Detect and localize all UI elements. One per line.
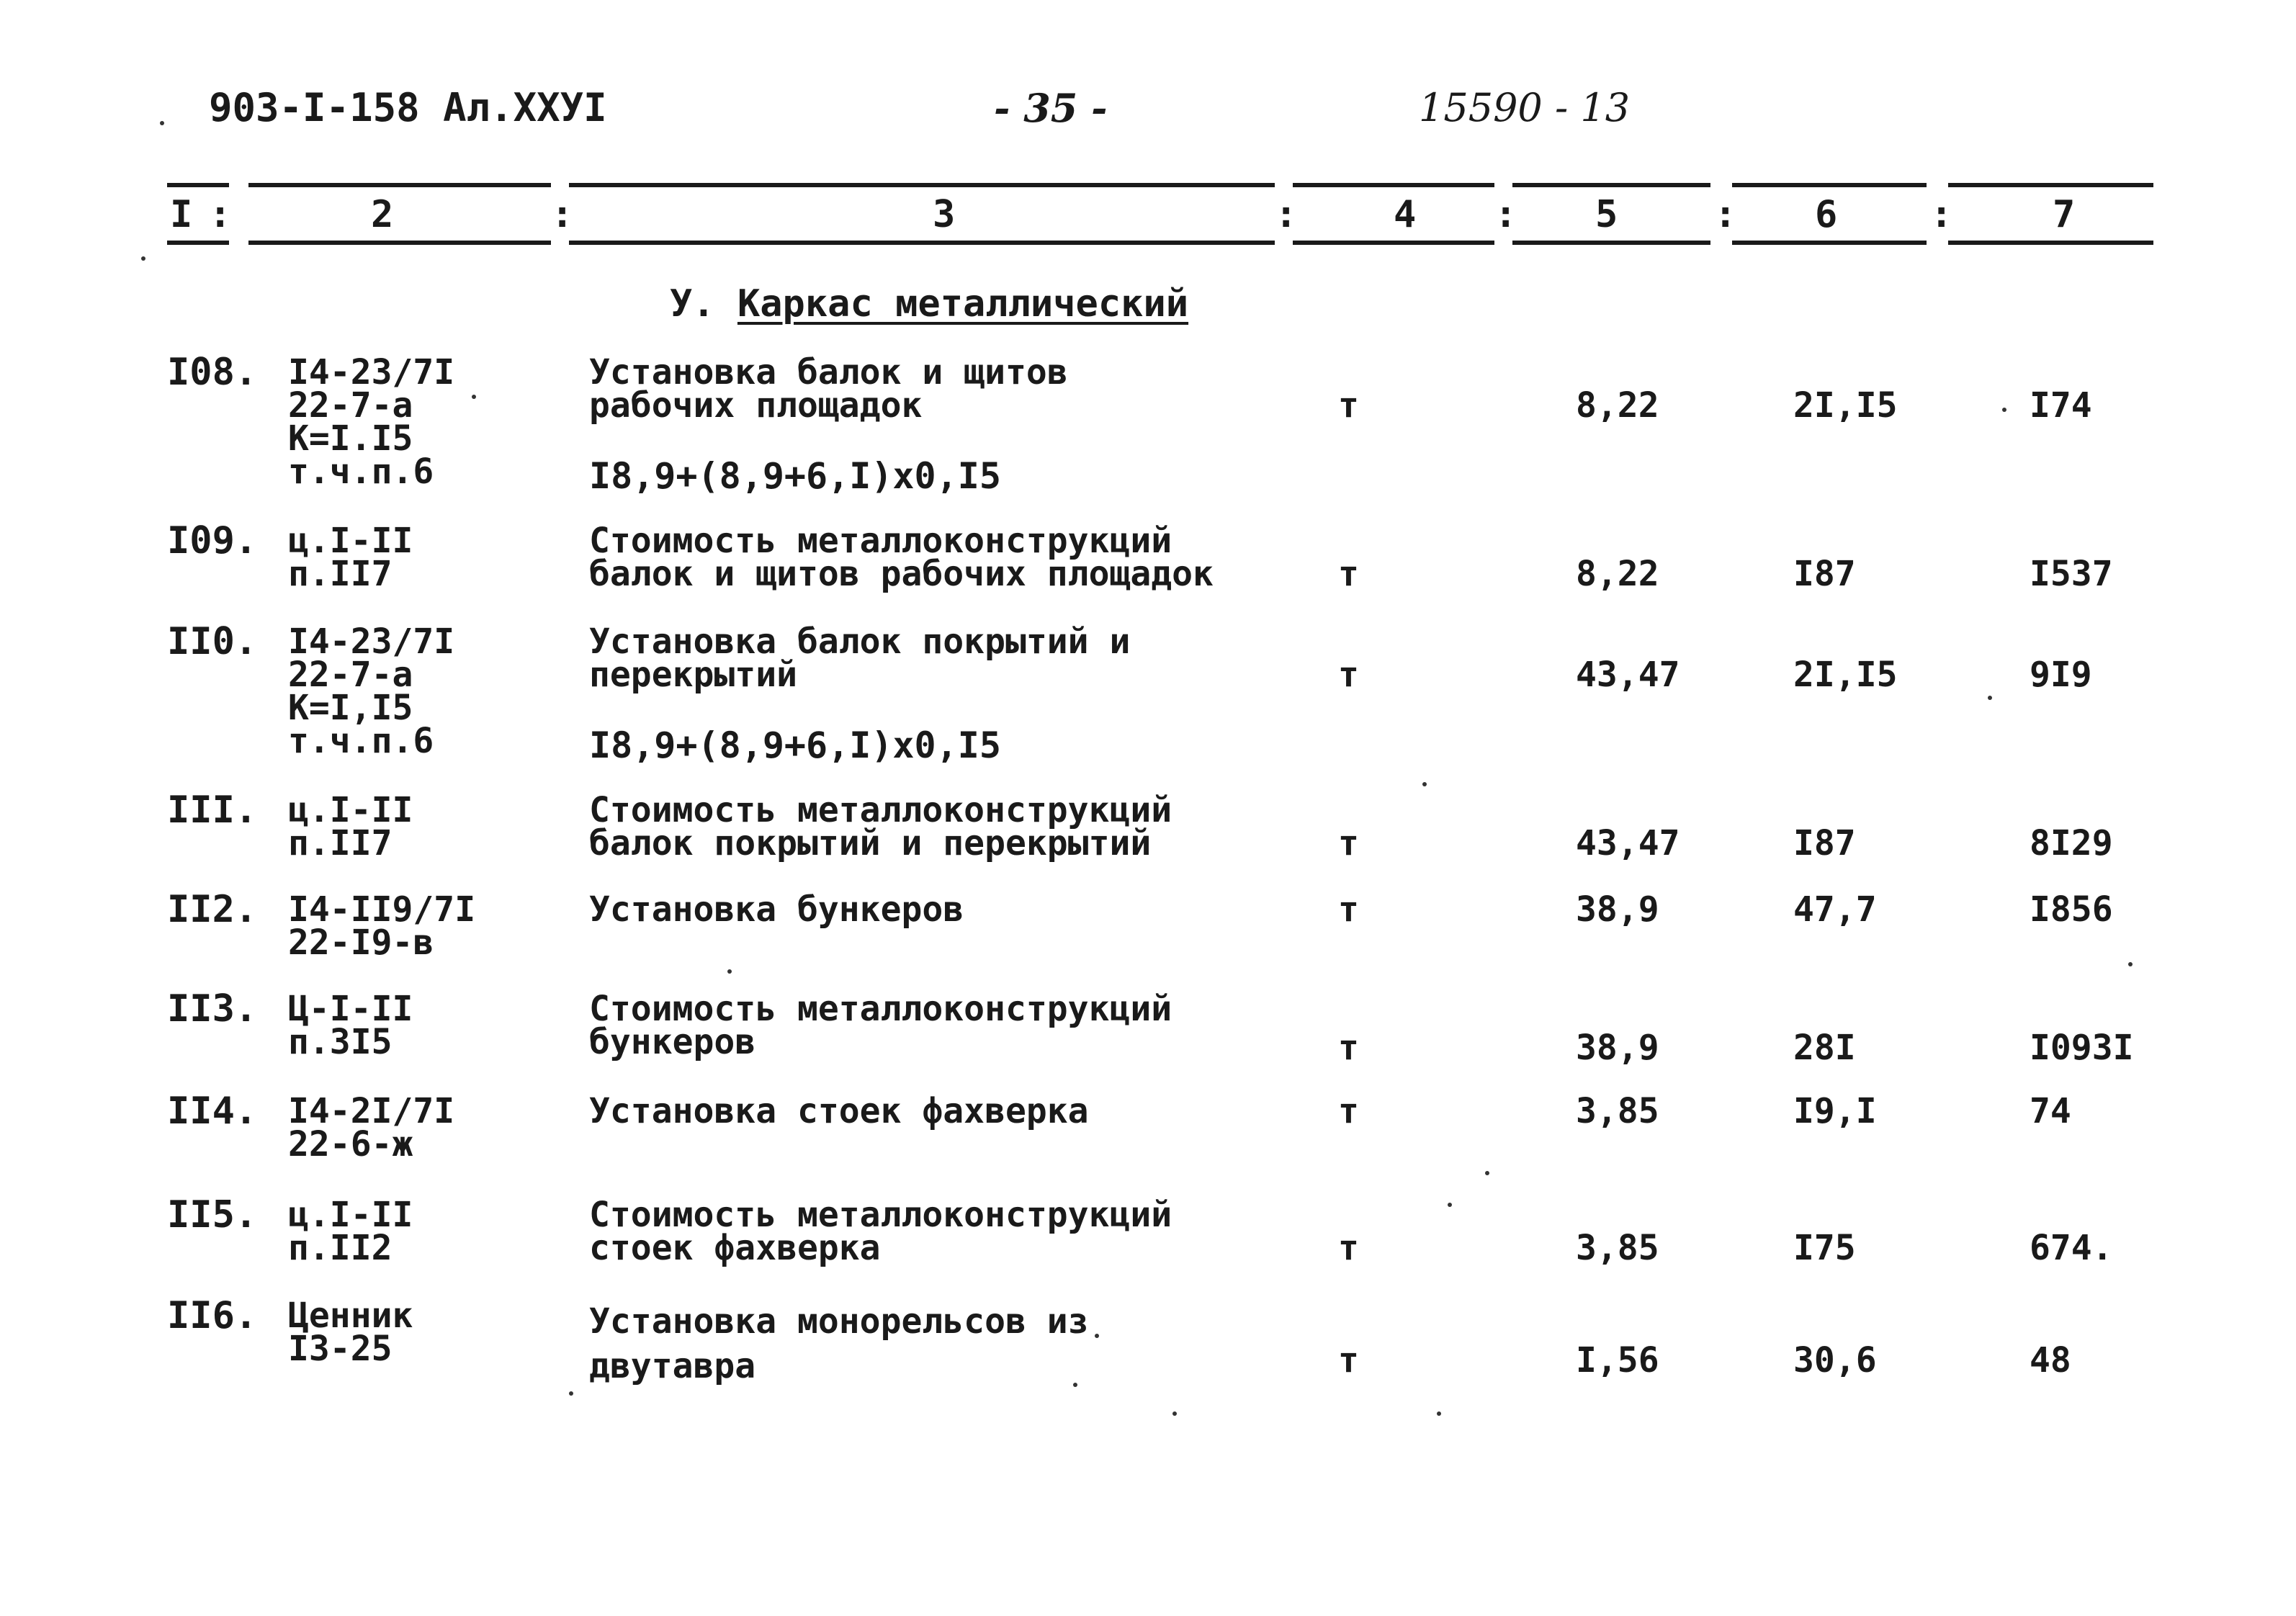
scan-speck <box>472 395 476 399</box>
row-number: I08. <box>167 351 258 394</box>
row-description: Установка бункеров <box>589 889 964 930</box>
row-description: Стоимость металлоконструкций стоек фахверка <box>589 1195 1172 1268</box>
header-rule-top <box>569 183 1275 187</box>
column-separator: : <box>1714 193 1737 236</box>
scan-speck <box>1073 1383 1077 1387</box>
row-price: 30,6 <box>1793 1340 1877 1381</box>
row-formula: I8,9+(8,9+6,I)x0,I5 <box>589 724 1001 766</box>
row-number: II6. <box>167 1294 258 1337</box>
row-description: Стоимость металлоконструкций балок и щитов рабочих площадок <box>589 521 1214 594</box>
row-quantity: 38,9 <box>1576 1028 1659 1068</box>
row-description: Стоимость металлоконструкций балок покрытий и перекрытий <box>589 790 1172 863</box>
page-number: - 35 - <box>994 85 1108 131</box>
column-number-4: 4 <box>1394 193 1417 236</box>
row-number: II0. <box>167 620 258 663</box>
header-rule-top <box>167 183 229 187</box>
scan-speck <box>1172 1411 1177 1416</box>
row-number: II5. <box>167 1193 258 1236</box>
row-price: 47,7 <box>1793 889 1877 930</box>
header-rule-bottom <box>167 241 229 245</box>
row-price: 28I <box>1793 1028 1856 1068</box>
scan-speck <box>1422 782 1427 786</box>
scan-speck <box>727 969 732 974</box>
row-quantity: I,56 <box>1576 1340 1659 1381</box>
scan-speck <box>1095 1334 1099 1338</box>
column-number-1: I <box>170 193 193 236</box>
column-separator: : <box>209 193 232 236</box>
column-number-3: 3 <box>933 193 956 236</box>
scan-speck <box>160 121 164 125</box>
column-separator: : <box>1494 193 1517 236</box>
scan-speck <box>141 256 145 261</box>
row-price: I9,I <box>1793 1091 1877 1131</box>
header-rule-bottom <box>1732 241 1927 245</box>
row-reference: Ц-I-II п.3I5 <box>288 989 413 1062</box>
column-separator: : <box>1930 193 1953 236</box>
row-number: II4. <box>167 1090 258 1133</box>
row-number: II2. <box>167 888 258 931</box>
column-number-7: 7 <box>2053 193 2076 236</box>
row-reference: ц.I-II п.II2 <box>288 1195 413 1268</box>
row-total: 674. <box>2030 1228 2113 1268</box>
column-number-6: 6 <box>1815 193 1838 236</box>
header-rule-top <box>1293 183 1494 187</box>
row-quantity: 3,85 <box>1576 1228 1659 1268</box>
row-reference: I4-2I/7I 22-6-ж <box>288 1091 455 1164</box>
row-quantity: 3,85 <box>1576 1091 1659 1131</box>
column-separator: : <box>1275 193 1298 236</box>
section-title <box>670 282 1188 326</box>
row-unit: т <box>1338 1028 1359 1068</box>
row-unit: т <box>1338 1340 1359 1381</box>
row-unit: т <box>1338 554 1359 594</box>
row-quantity: 43,47 <box>1576 655 1680 695</box>
row-quantity: 43,47 <box>1576 823 1680 863</box>
row-price: I75 <box>1793 1228 1856 1268</box>
row-unit: т <box>1338 823 1359 863</box>
column-number-5: 5 <box>1595 193 1618 236</box>
row-unit: т <box>1338 385 1359 426</box>
row-price: I87 <box>1793 554 1856 594</box>
row-total: I093I <box>2030 1028 2134 1068</box>
header-rule-bottom <box>248 241 551 245</box>
row-quantity: 38,9 <box>1576 889 1659 930</box>
row-description: Установка монорельсов из двутавра <box>589 1301 1089 1386</box>
row-reference: Ценник I3-25 <box>288 1296 413 1369</box>
row-total: I856 <box>2030 889 2113 930</box>
row-description: Установка балок покрытий и перекрытий <box>589 621 1131 695</box>
row-unit: т <box>1338 1228 1359 1268</box>
section-title-text: Каркас металлический <box>737 282 1189 326</box>
header-rule-top <box>1732 183 1927 187</box>
row-total: 9I9 <box>2030 655 2092 695</box>
header-rule-top <box>1948 183 2153 187</box>
row-description: Стоимость металлоконструкций бункеров <box>589 989 1172 1062</box>
column-number-2: 2 <box>371 193 394 236</box>
scan-speck <box>1988 696 1992 700</box>
document-number: 15590 - 13 <box>1419 85 1631 130</box>
row-number: III. <box>167 789 258 832</box>
row-description: Установка балок и щитов рабочих площадок <box>589 352 1068 426</box>
row-number: I09. <box>167 519 258 562</box>
row-quantity: 8,22 <box>1576 554 1659 594</box>
row-total: 8I29 <box>2030 823 2113 863</box>
header-rule-bottom <box>1948 241 2153 245</box>
scan-speck <box>2128 962 2133 966</box>
row-reference: I4-23/7I 22-7-а К=I,I5 т.ч.п.6 <box>288 621 455 761</box>
row-number: II3. <box>167 987 258 1031</box>
row-price: 2I,I5 <box>1793 655 1898 695</box>
scan-speck <box>1448 1203 1452 1207</box>
scan-speck <box>1485 1171 1489 1175</box>
column-separator: : <box>551 193 574 236</box>
row-unit: т <box>1338 655 1359 695</box>
row-quantity: 8,22 <box>1576 385 1659 426</box>
row-price: I87 <box>1793 823 1856 863</box>
row-total: 48 <box>2030 1340 2071 1381</box>
scan-speck <box>1437 1411 1441 1416</box>
row-reference: ц.I-II п.II7 <box>288 521 413 594</box>
header-rule-bottom <box>1512 241 1710 245</box>
row-total: I74 <box>2030 385 2092 426</box>
row-total: I537 <box>2030 554 2113 594</box>
row-unit: т <box>1338 889 1359 930</box>
row-reference: I4-II9/7I 22-I9-в <box>288 889 476 963</box>
row-reference: I4-23/7I 22-7-а К=I.I5 т.ч.п.6 <box>288 352 455 492</box>
row-total: 74 <box>2030 1091 2071 1131</box>
header-rule-top <box>248 183 551 187</box>
header-rule-bottom <box>569 241 1275 245</box>
scan-speck <box>569 1391 573 1396</box>
row-unit: т <box>1338 1091 1359 1131</box>
document-code: 903-I-158 Ал.XXУI <box>209 85 607 130</box>
row-reference: ц.I-II п.II7 <box>288 790 413 863</box>
row-price: 2I,I5 <box>1793 385 1898 426</box>
header-rule-top <box>1512 183 1710 187</box>
row-formula: I8,9+(8,9+6,I)x0,I5 <box>589 455 1001 497</box>
scan-speck <box>2002 408 2006 412</box>
section-title-prefix: У. <box>670 282 715 326</box>
header-rule-bottom <box>1293 241 1494 245</box>
row-description: Установка стоек фахверка <box>589 1091 1089 1131</box>
